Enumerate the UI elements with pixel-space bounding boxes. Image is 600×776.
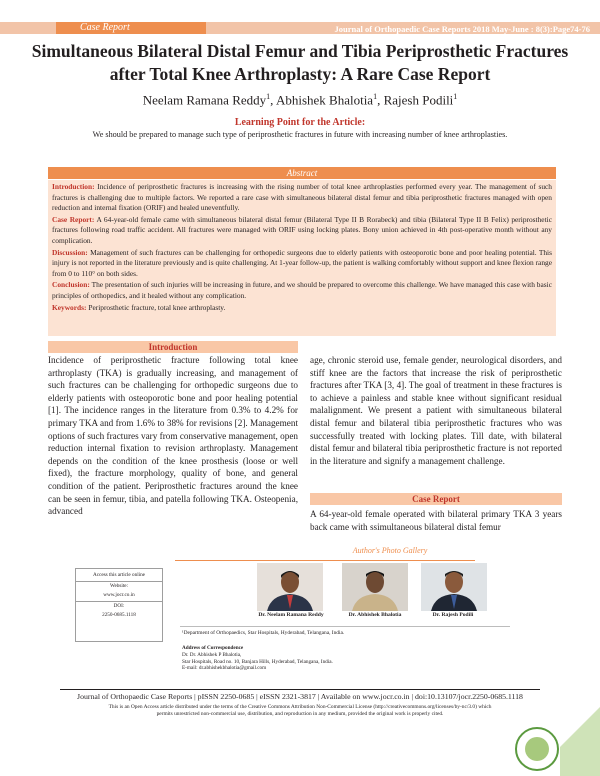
doi-value: 2250-0685.1118 <box>102 611 136 618</box>
abstract-box <box>48 180 556 336</box>
correspondence-line: Star Hospitals, Road no. 10, Banjara Hills, Hyderabad, Telangana, India. <box>182 658 333 665</box>
website-link[interactable]: www.jocr.co.in <box>103 591 135 598</box>
affiliation: ¹Department of Orthopaedics, Star Hospitals, Hyderabad, Telangana, India. <box>182 630 345 636</box>
section-tab: Case Report <box>56 22 206 34</box>
abstract-text: Management of such fractures can be challenging for orthopedic surgeons due to elderly patients with osteoporotic bone and poor healing potential. This injury is not reported in the literature previously and is quite challenging. At 1-year follow-up, the patient is walking comfortably without support and knee flexion range from 0 to 110° on both sides. <box>52 247 552 278</box>
journal-seal-icon <box>515 727 559 771</box>
abstract-conclusion <box>52 280 552 301</box>
abstract-introduction <box>52 182 552 214</box>
abstract-text: A 64-year-old female came with simultaneous bilateral distal femur (Bilateral Type II B Rorabeck) and tibia (Bilateral Type II B Felix) periprosthetic fractures following road traffic accident. All fractures were managed with ORIF using locking plates. Bony union achieved in 4th post-operative month without any complication. <box>52 214 552 245</box>
photo-caption: Dr. Rajesh Podili <box>432 612 474 618</box>
seal-inner <box>525 737 549 761</box>
abstract-label: Discussion: <box>52 247 88 257</box>
introduction-continued-text: age, chronic steroid use, female gender, neurological disorders, and stiff knee are the factors that increase the risk of periprosthetic fractures after TKA [3, 4]. The goal of treatment in these fractures is to achieve a painless and stable knee without significant residual malalignment. We present a patient with simultaneous bilateral distal femur and bilateral tibia periprosthetic fractures who was successfully treated with locking plates. Till date, with bilateral distal femur and bilateral tibia periprosthetic fracture is not reported in the literature and signify a management challenge. <box>310 355 562 466</box>
abstract-text: Incidence of periprosthetic fractures is increasing with the rising number of total knee arthroplasties performed every year. The management of such fractures is challenging due to multiple factors. We reported a rare case with simultaneous bilateral distal femur and tibia periprosthetic fractures managed with open reduction and internal fixation (ORIF) and healed uneventfully. <box>52 182 552 213</box>
author-photo <box>421 563 487 611</box>
author-portrait-icon <box>342 563 408 611</box>
article-title <box>20 40 580 86</box>
author-list: Neelam Ramana Reddy$^1$, Abhishek Bhalotia$^1$, Rajesh Podili$^1$ <box>142 92 458 108</box>
corner-decoration <box>560 700 600 776</box>
abstract-label: Introduction: <box>52 182 95 191</box>
abstract-text: The presentation of such injuries will be increasing in future, and we should be prepared to overcome this challenge. We have managed this case with basic principles of orthopedics, and it healed without any complication. <box>52 280 552 300</box>
correspondence-email[interactable]: E-mail: dr.abhishekbhalotia@gmail.com <box>182 665 267 672</box>
gallery-title: Author's Photo Gallery <box>352 546 428 555</box>
top-banner <box>0 0 600 40</box>
title-line-1: Simultaneous Bilateral Distal Femur and Tibia Periprosthetic Fractures <box>31 41 569 61</box>
author-portrait-icon <box>257 563 323 611</box>
footer-citation: Journal of Orthopaedic Case Reports | pISSN 2250-0685 | eISSN 2321-3817 | Available on www.jocr.co.in | doi:10.13107/jocr.2250-0685.1118 <box>77 692 523 701</box>
author-portrait-icon <box>421 563 487 611</box>
learning-point-title: Learning Point for the Article: <box>234 117 366 128</box>
learning-point-text: We should be prepared to manage such type of periprosthetic fractures in future with increasing number of knee arthroplasties. <box>92 130 508 139</box>
access-header: Access this article online <box>76 569 162 582</box>
doi-label: DOI: <box>113 603 125 609</box>
website-label: Website: <box>109 583 129 589</box>
author-affil: 1 <box>453 92 458 101</box>
author-photo <box>257 563 323 611</box>
gallery-divider <box>175 560 475 561</box>
abstract-heading: Abstract <box>48 167 556 179</box>
journal-citation: Journal of Orthopaedic Case Reports 2018 May-June : 8(3):Page74-76 <box>334 24 590 34</box>
correspondence <box>182 645 512 672</box>
author-name: Abhishek Bhalotia <box>275 92 374 108</box>
license-line: This is an Open Access article distributed under the terms of the Creative Commons Attribution Non-Commercial License (http://creativecommons.org/licenses/by-nc/3.0) which <box>108 704 492 710</box>
access-article-box <box>75 568 163 642</box>
abstract-case-report <box>52 215 552 247</box>
author-photo <box>342 563 408 611</box>
title-line-2: after Total Knee Arthroplasty: A Rare Case Report <box>109 64 491 84</box>
case-report-heading: Case Report <box>310 493 562 505</box>
author-name: Rajesh Podili <box>383 92 454 108</box>
introduction-heading: Introduction <box>48 341 298 353</box>
abstract-text: Periprosthetic fracture, total knee arthroplasty. <box>88 302 226 312</box>
correspondence-line: Dr. Dr. Abhishek P Bhalotia, <box>182 651 242 658</box>
abstract-discussion <box>52 248 552 280</box>
introduction-text: Incidence of periprosthetic fracture following total knee arthroplasty (TKA) is gradually increasing, and management of such fractures can be challenging for orthopedic surgeons due to elderly patients with osteoporotic bone and poor healing potential [1]. The incidence ranges in the literature from 0.3% to 4.2% for primary TKA and from 1.6% to 38% for revisions [2]. Management options of such fractures vary from conservative management, open reduction internal fixation to revision arthroplasty. Management depends on the condition of the knee prosthesis (loose or well fixed), the fracture morphology, quality of bone, and general condition of the patient. Periprosthetic fractures around the knee can be seen in femur, tibia, and patella following TKA. Osteopenia, advanced <box>48 355 298 517</box>
correspondence-heading: Address of Correspondence <box>182 645 244 651</box>
abstract-label: Case Report: <box>52 214 95 224</box>
author-affil: 1 <box>266 92 271 101</box>
case-report-text: A 64-year-old female operated with bilateral primary TKA 3 years back came with ssimultaneous bilateral distal femur <box>310 509 562 532</box>
license-line: permits unrestricted non-commercial use, distribution, and reproduction in any medium, provided the original work is properly cited. <box>156 711 444 718</box>
author-affil: 1 <box>373 92 378 101</box>
footer-divider <box>60 689 540 690</box>
photo-caption: Dr. Neelam Ramana Reddy <box>258 612 324 618</box>
affiliation-divider <box>180 626 510 627</box>
author-name: Neelam Ramana Reddy <box>142 92 267 108</box>
abstract-keywords <box>52 303 552 314</box>
license-text <box>60 704 540 719</box>
abstract-label: Keywords: <box>52 302 87 312</box>
abstract-label: Conclusion: <box>52 280 90 290</box>
photo-caption: Dr. Abhishek Bhalotia <box>348 612 402 618</box>
